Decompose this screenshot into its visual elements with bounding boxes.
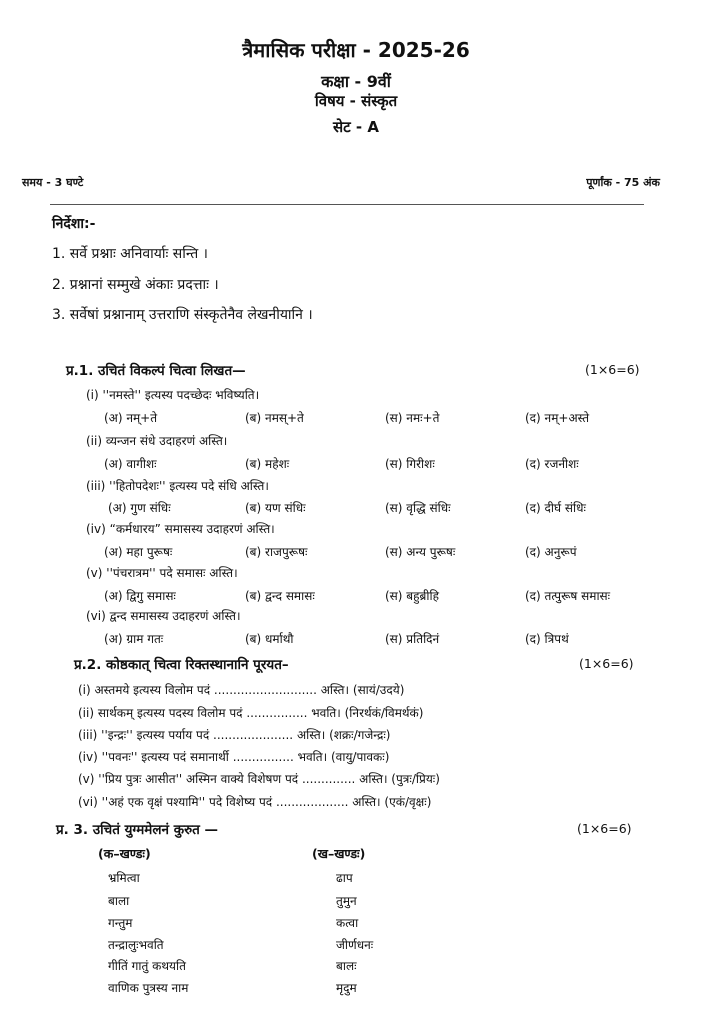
class-label: कक्षा - 9वीं — [321, 72, 391, 91]
set-label: सेट - A — [333, 118, 379, 136]
option-c: (स) नमः+ते — [385, 411, 440, 425]
option-a: (अ) नम्+ते — [104, 411, 158, 425]
match-item-b: बालः — [336, 959, 357, 973]
match-item-b: ढाप — [336, 871, 353, 885]
match-item-a: भ्रमित्वा — [108, 871, 140, 885]
q1-sub-question: (iv) “कर्मधारय” समासस्य उदाहरणं अस्ति। — [86, 522, 275, 536]
q2-marks: (1×6=6) — [579, 656, 634, 671]
option-c: (स) बहुब्रीहि — [385, 589, 439, 603]
option-c: (स) अन्य पुरूषः — [385, 545, 456, 559]
match-item-a: तन्द्रालुःभवति — [108, 938, 164, 952]
instruction-item: 2. प्रश्नानां सम्मुखे अंकाः प्रदत्ताः । — [52, 277, 219, 293]
option-b: (ब) यण संधिः — [245, 501, 306, 515]
option-a: (अ) वागीशः — [104, 457, 157, 471]
fill-blank-item: (iv) ''पवनः'' इत्यस्य पदं समानार्थी ................ भवति। (वायु/पावकः) — [78, 750, 390, 764]
option-d: (द) तत्पुरूष समासः — [525, 589, 611, 603]
option-d: (द) त्रिपथं — [525, 632, 569, 646]
fill-blank-item: (i) अस्तमये इत्यस्य विलोम पदं ........................... अस्ति। (सायं/उदये) — [78, 683, 405, 697]
match-item-b: कत्वा — [336, 916, 359, 930]
total-marks-label: पूर्णांक - 75 अंक — [586, 176, 660, 189]
header-divider — [50, 204, 644, 205]
fill-blank-item: (vi) ''अहं एक वृक्षं पश्यामि'' पदे विशेष्य पदं ................... अस्ति। (एकं/वृक्षः) — [78, 795, 432, 809]
option-a: (अ) ग्राम गतः — [104, 632, 164, 646]
option-a: (अ) महा पुरूषः — [104, 545, 173, 559]
q1-sub-question: (i) ''नमस्ते'' इत्यस्य पदच्छेदः भविष्यति। — [86, 388, 260, 402]
option-d: (द) अनुरूपं — [525, 545, 577, 559]
option-b: (ब) द्वन्द समासः — [245, 589, 315, 603]
fill-blank-item: (iii) ''इन्द्रः'' इत्यस्य पर्याय पदं ..................... अस्ति। (शक्रः/गजेन्द्रः) — [78, 728, 391, 742]
q1-sub-question: (iii) ''हितोपदेशः'' इत्यस्य पदे संधि अस्ति। — [86, 479, 269, 493]
match-item-a: वाणिक पुत्रस्य नाम — [108, 981, 189, 995]
option-c: (स) वृद्धि संधिः — [385, 501, 451, 515]
column-a-header: (क–खण्डः) — [98, 846, 151, 861]
q1-heading: प्र.1. उचितं विकल्पं चित्वा लिखत— — [66, 363, 246, 379]
option-b: (ब) धर्माथौ — [245, 632, 294, 646]
q1-sub-question: (ii) व्यन्जन संधे उदाहरणं अस्ति। — [86, 434, 228, 448]
q2-heading: प्र.2. कोष्ठकात् चित्वा रिक्तस्थानानि पूरयत– — [74, 657, 289, 673]
option-b: (ब) महेशः — [245, 457, 290, 471]
instruction-item: 3. सर्वेषां प्रश्नानाम् उत्तराणि संस्कृतेनैव लेखनीयानि । — [52, 307, 313, 323]
option-c: (स) गिरीशः — [385, 457, 435, 471]
instructions-heading: निर्देशा:- — [52, 216, 96, 232]
q3-heading: प्र. 3. उचितं युग्ममेलनं कुरुत — — [56, 822, 219, 838]
option-b: (ब) नमस्+ते — [245, 411, 304, 425]
match-item-a: गन्तुम — [108, 916, 133, 930]
option-b: (ब) राजपुरूषः — [245, 545, 308, 559]
option-a: (अ) गुण संधिः — [108, 501, 171, 515]
subject-label: विषय - संस्कृत — [314, 92, 398, 110]
time-label: समय - 3 घण्टे — [22, 176, 84, 189]
option-a: (अ) द्विगु समासः — [104, 589, 176, 603]
match-item-b: तुमुन — [336, 894, 357, 908]
option-c: (स) प्रतिदिनं — [385, 632, 440, 646]
fill-blank-item: (v) ''प्रिय पुत्रः आसीत'' अस्मिन वाक्ये विशेषण पदं .............. अस्ति। (पुत्रः/प्रियः) — [78, 772, 440, 786]
q1-sub-question: (vi) द्वन्द समासस्य उदाहरणं अस्ति। — [86, 609, 241, 623]
fill-blank-item: (ii) सार्थकम् इत्यस्य पदस्य विलोम पदं ................ भवति। (निरर्थकं/विमर्थकं) — [78, 706, 424, 720]
option-d: (द) दीर्घ संधिः — [525, 501, 586, 515]
exam-title: त्रैमासिक परीक्षा - 2025-26 — [242, 38, 470, 62]
match-item-b: जीर्णधनः — [336, 938, 374, 952]
match-item-a: गीतिं गातुं कथयति — [108, 959, 186, 973]
option-d: (द) रजनीशः — [525, 457, 579, 471]
q1-marks: (1×6=6) — [585, 362, 640, 377]
column-b-header: (ख–खण्डः) — [312, 846, 366, 861]
match-item-b: मृदुम — [336, 981, 357, 995]
option-d: (द) नम्+अस्ते — [525, 411, 590, 425]
q1-sub-question: (v) ''पंचरात्रम'' पदे समासः अस्ति। — [86, 566, 238, 580]
match-item-a: बाला — [108, 894, 130, 908]
instruction-item: 1. सर्वे प्रश्नाः अनिवार्याः सन्ति । — [52, 246, 208, 262]
q3-marks: (1×6=6) — [577, 821, 632, 836]
